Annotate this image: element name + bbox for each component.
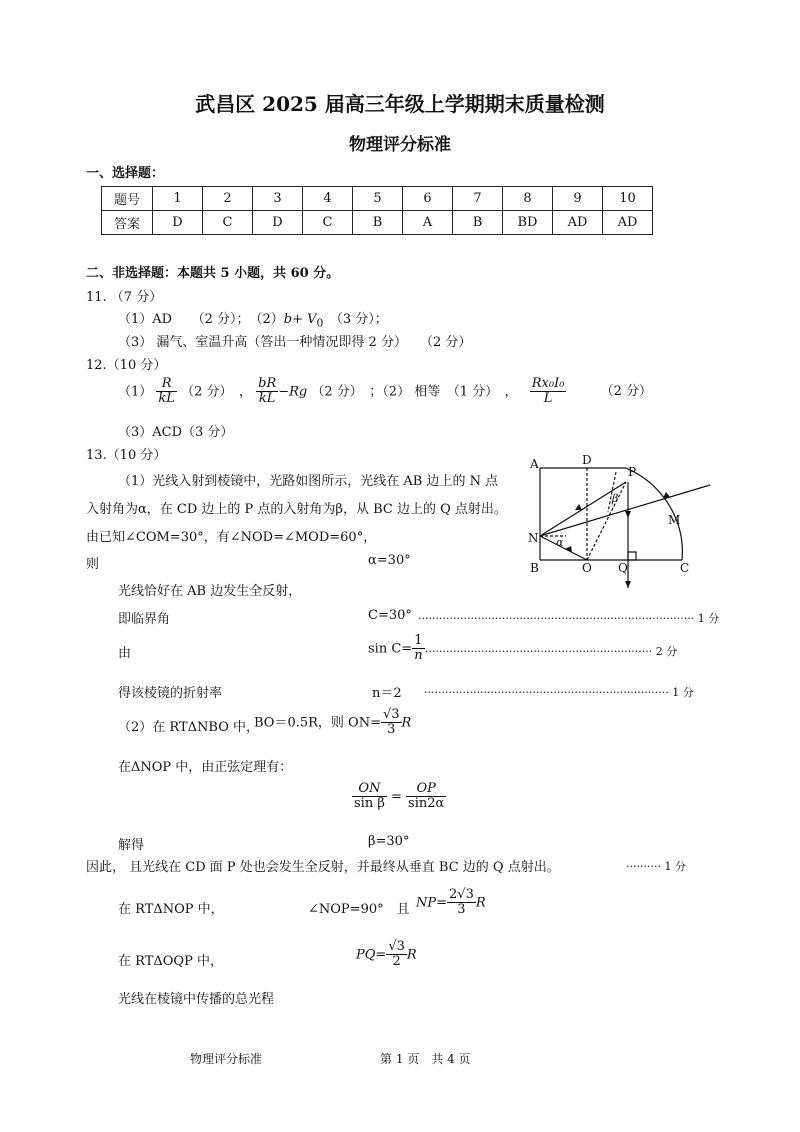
q13-heading: 13.（10 分） bbox=[86, 448, 167, 463]
equation-text: sin C= bbox=[368, 641, 413, 657]
label-d: D bbox=[582, 453, 592, 467]
table-cell: 6 bbox=[403, 187, 453, 211]
table-cell: 3 bbox=[253, 187, 303, 211]
denominator: n bbox=[414, 648, 423, 664]
score-leader: ··············································································· 1 分 bbox=[418, 612, 720, 625]
q13-line: 光线在棱镜中传播的总光程 bbox=[118, 992, 275, 1007]
table-cell: AD bbox=[603, 211, 653, 235]
table-cell: A bbox=[403, 211, 453, 235]
fraction bbox=[447, 888, 476, 918]
answer-table bbox=[101, 186, 653, 235]
fraction bbox=[412, 634, 424, 664]
line-no bbox=[540, 536, 587, 560]
q13-line: 因此， 且光线在 CD 面 P 处也会发生全反射，并最终从垂直 BC 边的 Q 点射出。 bbox=[86, 860, 560, 875]
equation-text: NP= bbox=[416, 895, 448, 911]
q12-part1: （1） bbox=[118, 384, 153, 400]
score-leader: ·········· 1 分 bbox=[626, 860, 686, 873]
q13-line: 入射角为α，在 CD 边上的 P 点的入射角为β，从 BC 边上的 Q 点射出。 bbox=[86, 502, 507, 517]
q11-heading: 11. （7 分） bbox=[86, 290, 163, 305]
q13-equation: α=30° bbox=[368, 553, 411, 568]
equation-text: R bbox=[406, 947, 417, 963]
footer-page-number: 第 1 页 共 4 页 bbox=[380, 1052, 471, 1066]
q13-line: 由已知∠COM=30°，有∠NOD=∠MOD=60°， bbox=[86, 530, 377, 545]
numerator: R bbox=[156, 377, 177, 392]
q12-score2: （2 分） ；（2） 相等 （1 分） ， bbox=[311, 384, 518, 400]
answer-table-number-row bbox=[102, 187, 653, 211]
table-cell: 7 bbox=[453, 187, 503, 211]
fraction bbox=[381, 708, 402, 738]
q11-line1 bbox=[118, 308, 388, 330]
numerator: bR bbox=[258, 376, 277, 391]
label-beta: β bbox=[612, 492, 619, 505]
denominator: 2 bbox=[392, 954, 401, 970]
label-a: A bbox=[530, 457, 539, 471]
fraction bbox=[530, 377, 567, 407]
table-cell: 10 bbox=[603, 187, 653, 211]
q13-line-label: 得该棱镜的折射率 bbox=[118, 686, 223, 701]
q11-score: （3 分）； bbox=[323, 312, 388, 327]
page-title: 武昌区 2025 届高三年级上学期期末质量检测 bbox=[195, 92, 605, 116]
denominator: 3 bbox=[387, 722, 396, 738]
q13-line-label: 由 bbox=[118, 646, 132, 661]
page-subtitle: 物理评分标准 bbox=[349, 135, 451, 155]
numerator: OP bbox=[406, 782, 446, 797]
equation-text: R bbox=[475, 895, 486, 911]
table-cell: AD bbox=[553, 211, 603, 235]
q13-equation: β=30° bbox=[368, 834, 410, 849]
table-cell: BD bbox=[503, 211, 553, 235]
numerator: Rx₀I₀ bbox=[531, 376, 565, 391]
ray-incoming bbox=[540, 485, 710, 536]
arrow-icon bbox=[625, 581, 631, 588]
right-angle-mark bbox=[628, 552, 636, 560]
answer-table-answer-row bbox=[102, 211, 653, 235]
q12-expr-tail: −Rg bbox=[278, 384, 308, 400]
label-o: O bbox=[582, 561, 592, 575]
q12-score1: （2 分） ， bbox=[181, 384, 252, 400]
q13-line-label: 则 bbox=[86, 557, 100, 572]
q13-line: 光线恰好在 AB 边发生全反射， bbox=[118, 584, 302, 599]
table-cell: C bbox=[303, 211, 353, 235]
q13-line-label: 在 RTΔNOP 中， bbox=[118, 902, 224, 917]
q13-equation: ∠NOP=90° 且 bbox=[308, 902, 410, 917]
table-cell: 8 bbox=[503, 187, 553, 211]
denominator: sin β bbox=[354, 796, 385, 812]
q13-line-label: 解得 bbox=[118, 838, 145, 853]
q12-line2: （3）ACD（3 分） bbox=[118, 425, 234, 440]
table-cell: B bbox=[353, 211, 403, 235]
equation-text: BO＝0.5R，则 ON= bbox=[254, 715, 381, 731]
q13-line-label: 在 RTΔOQP 中， bbox=[118, 954, 223, 969]
fraction bbox=[156, 377, 177, 407]
q12-line1 bbox=[118, 377, 652, 407]
equation-text: PQ= bbox=[356, 947, 387, 963]
label-q: Q bbox=[618, 561, 628, 575]
prism-optics-diagram bbox=[520, 452, 720, 592]
table-cell: D bbox=[153, 211, 203, 235]
denominator: kL bbox=[258, 391, 276, 407]
denominator: 3 bbox=[457, 902, 466, 918]
footer-left: 物理评分标准 bbox=[190, 1052, 263, 1066]
table-cell: D bbox=[253, 211, 303, 235]
q12-heading: 12.（10 分） bbox=[86, 358, 167, 373]
score-leader: ······································································ 1 分 bbox=[424, 686, 694, 699]
numerator: √3 bbox=[388, 939, 405, 954]
numerator: √3 bbox=[382, 707, 400, 722]
label-n: N bbox=[528, 531, 539, 545]
q13-line-label: （2）在 RTΔNBO 中， bbox=[118, 720, 259, 735]
q13-line: 在ΔNOP 中，由正弦定理有： bbox=[118, 760, 293, 775]
table-cell: 4 bbox=[303, 187, 353, 211]
numerator: 2√3 bbox=[449, 887, 474, 902]
table-cell: C bbox=[203, 211, 253, 235]
table-cell: B bbox=[453, 211, 503, 235]
q13-equation bbox=[356, 940, 417, 970]
numerator: 1 bbox=[412, 634, 424, 649]
fraction bbox=[352, 782, 387, 812]
equation-text: R bbox=[401, 715, 412, 731]
label-alpha: α bbox=[556, 536, 564, 549]
score-leader: ································································· 2 分 bbox=[425, 645, 678, 658]
q13-line-label: 即临界角 bbox=[118, 612, 171, 627]
denominator: L bbox=[543, 391, 553, 407]
label-c: C bbox=[680, 561, 690, 575]
table-answer-label: 答案 bbox=[102, 211, 153, 235]
table-cell: 1 bbox=[153, 187, 203, 211]
table-cell: 9 bbox=[553, 187, 603, 211]
q12-score3: （2 分） bbox=[600, 384, 652, 400]
q13-equation bbox=[368, 634, 425, 664]
section-nonchoice-heading: 二、非选择题：本题共 5 小题，共 60 分。 bbox=[86, 266, 340, 281]
label-p: P bbox=[628, 465, 637, 479]
denominator: kL bbox=[158, 391, 175, 407]
q11-expr: b+ V bbox=[283, 312, 317, 327]
q13-equation bbox=[254, 708, 411, 738]
numerator: ON bbox=[352, 782, 387, 797]
q11-line2: （3） 漏气、室温升高（答出一种情况即得 2 分） （2 分） bbox=[118, 335, 472, 350]
sine-law-equation: $\frac{ON}{\text{sin β}}$ = $\frac{OP}{\sin 2\alpha}$ bbox=[354, 781, 445, 812]
fraction bbox=[386, 940, 407, 970]
label-b: B bbox=[530, 561, 539, 575]
label-m: M bbox=[668, 513, 681, 527]
q13-equation: C=30° bbox=[368, 608, 412, 623]
section-choice-heading: 一、选择题： bbox=[86, 166, 165, 181]
arrow-icon bbox=[625, 511, 631, 518]
q13-equation bbox=[416, 888, 486, 918]
fraction bbox=[256, 377, 278, 407]
arrow-icon bbox=[663, 492, 670, 498]
q11-sub: 0 bbox=[316, 316, 324, 330]
table-cell: 2 bbox=[203, 187, 253, 211]
q13-equation: n＝2 bbox=[372, 686, 402, 701]
arrow-icon bbox=[575, 504, 582, 510]
denominator: sin2α bbox=[408, 796, 445, 812]
table-header-label: 题号 bbox=[102, 187, 153, 211]
q11-part1: （1）AD （2 分）； （2） bbox=[118, 312, 284, 327]
fraction bbox=[406, 782, 446, 812]
q13-line: （1）光线入射到棱镜中，光路如图所示，光线在 AB 边上的 N 点 bbox=[118, 474, 499, 489]
table-cell: 5 bbox=[353, 187, 403, 211]
